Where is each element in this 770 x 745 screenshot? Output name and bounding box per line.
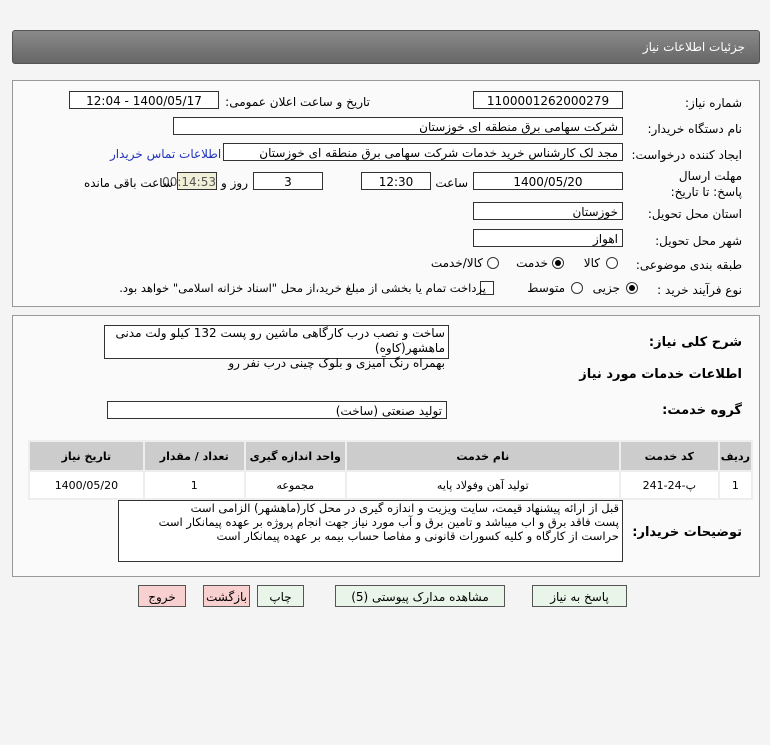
table-header-row bbox=[29, 441, 752, 471]
notes-line: پست فاقد برق و اب میباشد و تامین برق و آب مورد نیاز جهت انجام پروژه بر عهده پیمانکار است bbox=[158, 515, 619, 529]
days-field: 3 bbox=[253, 172, 323, 190]
process-option-minor: جزیی bbox=[592, 281, 620, 295]
announce-label: تاریخ و ساعت اعلان عمومی: bbox=[225, 95, 370, 109]
category-option-both: کالا/خدمت bbox=[430, 256, 483, 270]
cell-qty: 1 bbox=[144, 471, 245, 499]
description-line: بهمراه رنگ آمیزی و بلوک چینی درب نفر رو bbox=[228, 356, 445, 370]
process-label: نوع فرآیند خرید : bbox=[657, 283, 742, 297]
buyer-field: شرکت سهامی برق منطقه ای خوزستان bbox=[173, 117, 623, 135]
cell-name: تولید آهن وفولاد پایه bbox=[346, 471, 620, 499]
col-unit: واحد اندازه گیری bbox=[245, 441, 346, 471]
deadline-date-field: 1400/05/20 bbox=[473, 172, 623, 190]
buyer-label: نام دستگاه خریدار: bbox=[647, 122, 742, 136]
col-code: کد خدمت bbox=[620, 441, 719, 471]
col-row: ردیف bbox=[719, 441, 752, 471]
reply-button[interactable]: پاسخ به نیاز bbox=[532, 585, 627, 607]
services-table bbox=[28, 440, 753, 500]
col-date: تاریخ نیاز bbox=[29, 441, 144, 471]
page-title: جزئیات اطلاعات نیاز bbox=[642, 40, 745, 54]
payment-note: پرداخت تمام یا بخشی از مبلغ خرید،از محل "اسناد خزانه اسلامی" خواهد بود. bbox=[119, 281, 486, 295]
service-group-field: تولید صنعتی (ساخت) bbox=[107, 401, 447, 419]
deadline-time-field: 12:30 bbox=[361, 172, 431, 190]
cell-code: پ-24-241 bbox=[620, 471, 719, 499]
days-label: روز و bbox=[221, 176, 248, 190]
cell-unit: مجموعه bbox=[245, 471, 346, 499]
notes-line: قبل از ارائه پیشنهاد قیمت، سایت ویزیت و اندازه گیری در محل کار(ماهشهر) الزامی است bbox=[190, 501, 619, 515]
creator-field: مجد لک کارشناس خرید خدمات شرکت سهامی برق منطقه ای خوزستان bbox=[223, 143, 623, 161]
buyer-contact-link[interactable]: اطلاعات تماس خریدار bbox=[110, 147, 222, 161]
buyer-notes-box bbox=[118, 500, 623, 562]
creator-label: ایجاد کننده درخواست: bbox=[631, 148, 742, 162]
category-option-goods: کالا bbox=[583, 256, 600, 270]
buyer-notes-label: توضیحات خریدار: bbox=[632, 525, 742, 540]
description-line: ساخت و نصب درب کارگاهی ماشین رو پست 132 کیلو ولت مدنی ماهشهر(کاوه) bbox=[115, 326, 445, 355]
col-qty: تعداد / مقدار bbox=[144, 441, 245, 471]
remaining-label: ساعت باقی مانده bbox=[83, 176, 173, 190]
category-radio-goods[interactable] bbox=[606, 257, 618, 269]
cell-date: 1400/05/20 bbox=[29, 471, 144, 499]
remaining-time-field: 00:14:53 bbox=[177, 172, 217, 190]
province-field: خوزستان bbox=[473, 202, 623, 220]
process-radio-minor[interactable] bbox=[626, 282, 638, 294]
city-label: شهر محل تحویل: bbox=[655, 234, 742, 248]
services-section-title: اطلاعات خدمات مورد نیاز bbox=[579, 367, 742, 382]
view-documents-button[interactable]: مشاهده مدارک پیوستی (5) bbox=[335, 585, 505, 607]
category-option-service: خدمت bbox=[516, 256, 548, 270]
description-label: شرح کلی نیاز: bbox=[648, 335, 742, 350]
description-box bbox=[104, 325, 449, 370]
exit-button[interactable]: خروج bbox=[138, 585, 186, 607]
need-number-label: شماره نیاز: bbox=[685, 96, 742, 110]
back-button[interactable]: بازگشت bbox=[203, 585, 250, 607]
need-number-field: 1100001262000279 bbox=[473, 91, 623, 109]
category-radio-service[interactable] bbox=[552, 257, 564, 269]
table-row bbox=[29, 471, 752, 499]
service-group-label: گروه خدمت: bbox=[662, 403, 742, 418]
city-field: اهواز bbox=[473, 229, 623, 247]
province-label: استان محل تحویل: bbox=[647, 207, 742, 221]
col-name: نام خدمت bbox=[346, 441, 620, 471]
category-radio-both[interactable] bbox=[487, 257, 499, 269]
announce-field: 1400/05/17 - 12:04 bbox=[69, 91, 219, 109]
page-header bbox=[12, 30, 760, 64]
category-label: طبقه بندی موضوعی: bbox=[635, 258, 742, 272]
process-option-medium: متوسط bbox=[527, 281, 565, 295]
notes-line: حراست از کارگاه و کلیه کسورات قانونی و مفاصا حساب بیمه بر عهده پیمانکار است bbox=[216, 529, 619, 543]
deadline-label: مهلت ارسال پاسخ: تا تاریخ: bbox=[670, 169, 742, 199]
time-label: ساعت bbox=[435, 176, 468, 190]
print-button[interactable]: چاپ bbox=[257, 585, 304, 607]
cell-row: 1 bbox=[719, 471, 752, 499]
process-radio-medium[interactable] bbox=[571, 282, 583, 294]
